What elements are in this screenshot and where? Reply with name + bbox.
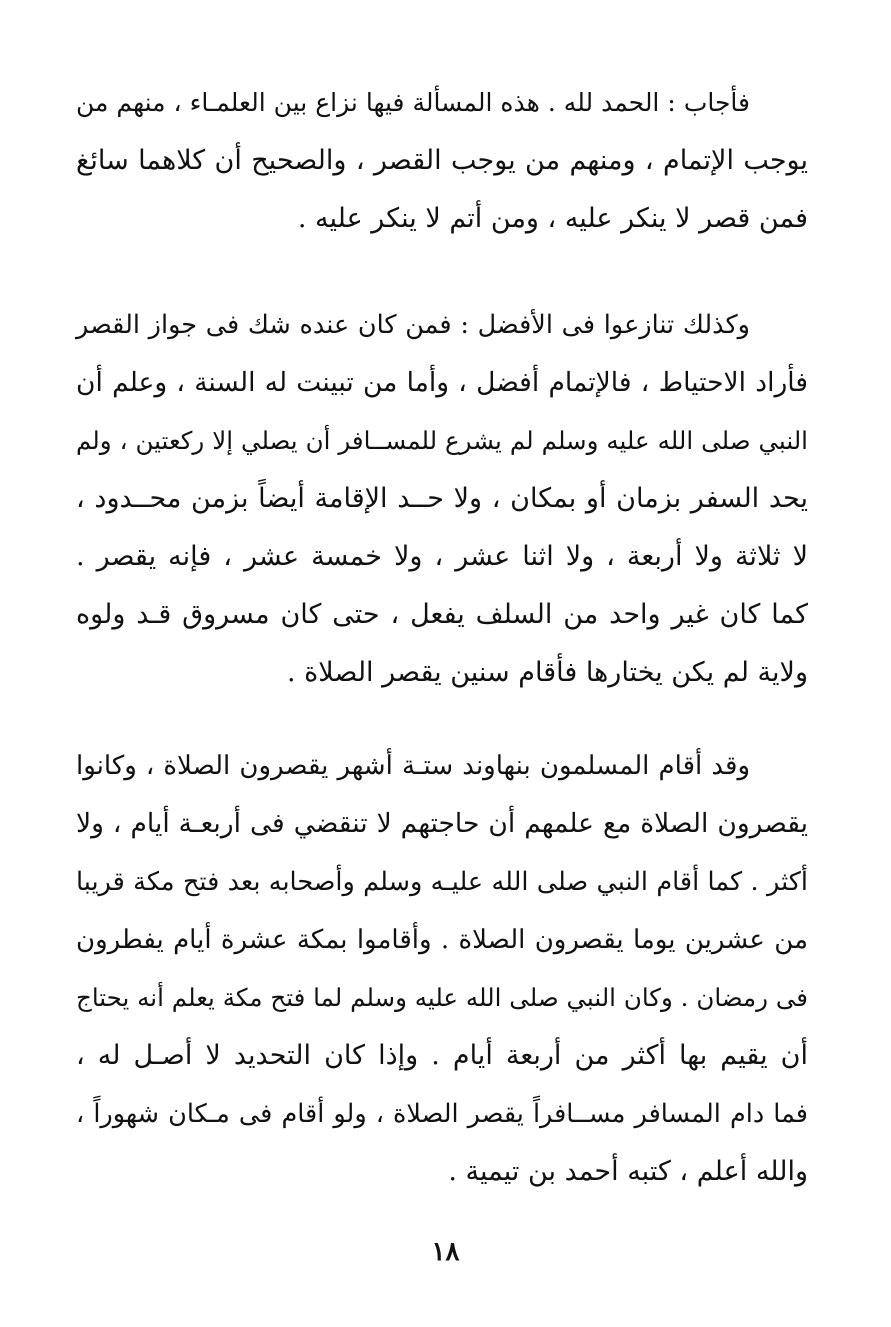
text-line: من عشرين يوما يقصرون الصلاة . وأقاموا بمكة عشرة أيام يفطرون <box>76 925 808 955</box>
text-line: فأجاب : الحمد لله . هذه المسألة فيها نزاع بين العلمـاء ، منهم من <box>76 88 750 117</box>
text-line: فمن قصر لا ينكر عليه ، ومن أتم لا ينكر عليه . <box>297 203 808 234</box>
text-line: وكذلك تنازعوا فى الأفضل : فمن كان عنده شك فى جواز القصر <box>76 310 750 340</box>
text-line: فأراد الاحتياط ، فالإتمام أفضل ، وأما من تبينت له السنة ، وعلم أن <box>76 367 808 398</box>
text-line: فما دام المسافر مســافراً يقصر الصلاة ، ولو أقام فى مـكان شهوراً ، <box>76 1099 808 1129</box>
text-line: يقصرون الصلاة مع علمهم أن حاجتهم لا تنقضي فى أربعـة أيام ، ولا <box>76 808 808 839</box>
paragraph-preference <box>76 296 808 702</box>
text-line: فى رمضان . وكان النبي صلى الله عليه وسلم لما فتح مكة يعلم أنه يحتاج <box>76 983 808 1012</box>
text-line: والله أعلم ، كتبه أحمد بن تيمية . <box>448 1156 808 1187</box>
text-line: وقد أقام المسلمون بنهاوند ستـة أشهر يقصرون الصلاة ، وكانوا <box>76 751 750 781</box>
text-line: النبي صلى الله عليه وسلم لم يشرع للمســافر أن يصلي إلا ركعتين ، ولم <box>76 426 808 455</box>
text-line: يوجب الإتمام ، ومنهم من يوجب القصر ، والصحيح أن كلاهما سائغ <box>76 145 808 176</box>
text-line: أكثر . كما أقام النبي صلى الله عليـه وسلم وأصحابه بعد فتح مكة قريبا <box>76 867 808 897</box>
paragraph-answer <box>76 74 808 248</box>
text-line: أن يقيم بها أكثر من أربعة أيام . وإذا كان التحديد لا أصـل له ، <box>76 1040 808 1071</box>
text-line: لا ثلاثة ولا أربعة ، ولا اثنا عشر ، ولا خمسة عشر ، فإنه يقصر . <box>76 541 808 572</box>
text-line: كما كان غير واحد من السلف يفعل ، حتى كان مسروق قـد ولوه <box>76 599 808 630</box>
paragraph-nahavand <box>76 737 808 1201</box>
text-line: ولاية لم يكن يختارها فأقام سنين يقصر الصلاة . <box>286 657 808 688</box>
page-number: ١٨ <box>431 1237 460 1267</box>
text-line: يحد السفر بزمان أو بمكان ، ولا حــد الإقامة أيضاً بزمن محــدود ، <box>76 483 808 514</box>
